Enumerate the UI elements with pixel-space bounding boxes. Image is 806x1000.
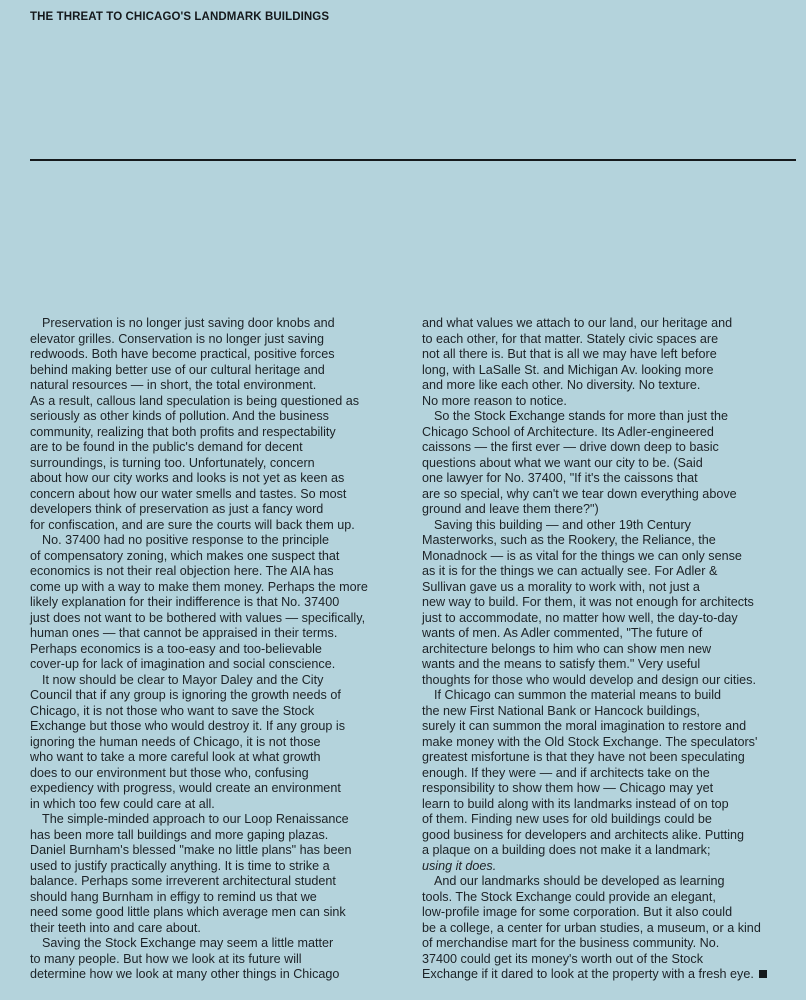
text-line: wants of men. As Adler commented, "The future of bbox=[422, 626, 703, 640]
paragraph-no-37400 bbox=[30, 533, 400, 673]
article-column-left bbox=[30, 316, 400, 983]
paragraph-learning-tools bbox=[422, 874, 790, 983]
text-line: to each other, for that matter. Stately civic spaces are bbox=[422, 331, 719, 346]
text-line: about how our city works and looks is not yet as keen as bbox=[30, 471, 345, 485]
text-line: The simple-minded approach to our Loop Renaissance bbox=[42, 812, 349, 826]
text-line: determine how we look at many other things in Chicago bbox=[30, 967, 340, 981]
text-line: Perhaps economics is a too-easy and too-believable bbox=[30, 641, 322, 656]
text-line: come up with a way to make them money. Perhaps the more bbox=[30, 579, 368, 594]
text-line: one lawyer for No. 37400, "If it's the caissons that bbox=[422, 471, 698, 485]
text-line: As a result, callous land speculation is being questioned as bbox=[30, 393, 360, 408]
text-line: ignoring the human needs of Chicago, it is not those bbox=[30, 734, 321, 749]
text-line: greatest misfortune is that they have not been speculating bbox=[422, 750, 745, 764]
text-line: Saving the Stock Exchange may seem a little matter bbox=[42, 936, 334, 950]
text-line: of them. Finding new uses for old buildings could be bbox=[422, 812, 712, 826]
horizontal-rule bbox=[30, 159, 796, 161]
text-line: new way to build. For them, it was not enough for architects bbox=[422, 595, 754, 609]
end-of-article-mark bbox=[759, 970, 767, 978]
text-line: human ones — that cannot be appraised in their terms. bbox=[30, 626, 338, 640]
text-line: cover-up for lack of imagination and social conscience. bbox=[30, 657, 336, 671]
paragraph-values-continued bbox=[422, 316, 790, 409]
text-line: has been more tall buildings and more gaping plazas. bbox=[30, 827, 329, 842]
paragraph-loop-renaissance bbox=[30, 812, 400, 936]
text-line-final bbox=[422, 967, 790, 983]
text-line: Exchange but those who would destroy it. If any group is bbox=[30, 719, 346, 733]
text-line: to many people. But how we look at its future will bbox=[30, 951, 302, 966]
text-line: of compensatory zoning, which makes one suspect that bbox=[30, 548, 340, 563]
text-line: Council that if any group is ignoring the growth needs of bbox=[30, 688, 341, 702]
text-line: seriously as other kinds of pollution. And the business bbox=[30, 409, 329, 423]
text-line: elevator grilles. Conservation is no longer just saving bbox=[30, 331, 325, 346]
final-sentence: Exchange if it dared to look at the property with a fresh eye. bbox=[422, 967, 754, 981]
text-line: not all there is. But that is all we may have left before bbox=[422, 347, 717, 361]
text-line: enough. If they were — and if architects take on the bbox=[422, 765, 710, 780]
text-line: good business for developers and architects alike. Putting bbox=[422, 827, 745, 842]
text-line: expediency with progress, would create an environment bbox=[30, 781, 341, 795]
text-line: Chicago School of Architecture. Its Adler-engineered bbox=[422, 424, 714, 439]
text-line: architecture belongs to him who can show men new bbox=[422, 641, 712, 656]
text-line: Preservation is no longer just saving door knobs and bbox=[42, 316, 335, 330]
text-line: surely it can summon the moral imagination to restore and bbox=[422, 719, 747, 733]
text-line: ground and leave them there?") bbox=[422, 502, 599, 516]
text-line: And our landmarks should be developed as learning bbox=[434, 874, 725, 888]
text-line: are so special, why can't we tear down everything above bbox=[422, 486, 737, 501]
text-line: just to accommodate, no matter how well, the day-to-day bbox=[422, 610, 738, 625]
text-line: for confiscation, and are sure the courts will back them up. bbox=[30, 517, 355, 532]
text-line: likely explanation for their indifference is that No. 37400 bbox=[30, 595, 340, 609]
text-line: using it does. bbox=[422, 858, 497, 873]
text-line: should hang Burnham in effigy to remind us that we bbox=[30, 889, 317, 904]
text-line: Daniel Burnham's blessed "make no little plans" has been bbox=[30, 843, 352, 857]
text-line: are to be found in the public's demand for decent bbox=[30, 440, 303, 454]
text-line: If Chicago can summon the material means to build bbox=[434, 688, 721, 702]
text-line: does to our environment but those who, confusing bbox=[30, 765, 309, 780]
paragraph-masterworks bbox=[422, 518, 790, 689]
text-line: wants and the means to satisfy them." Very useful bbox=[422, 657, 701, 671]
text-line: community, realizing that both profits and respectability bbox=[30, 424, 336, 439]
text-line: need some good little plans which average men can sink bbox=[30, 905, 346, 919]
paragraph-moral-imagination bbox=[422, 688, 790, 874]
text-line: surroundings, is turning too. Unfortunately, concern bbox=[30, 455, 315, 470]
text-line: long, with LaSalle St. and Michigan Av. looking more bbox=[422, 362, 714, 377]
text-line: concern about how our water smells and tastes. So most bbox=[30, 486, 347, 501]
text-line: So the Stock Exchange stands for more than just the bbox=[434, 409, 729, 423]
text-line: Monadnock — is as vital for the things we can only sense bbox=[422, 548, 742, 563]
article-column-right bbox=[422, 316, 790, 983]
text-line: as it is for the things we can actually see. For Adler & bbox=[422, 564, 718, 578]
text-line: the new First National Bank or Hancock buildings, bbox=[422, 703, 700, 718]
text-line: used to justify practically anything. It is time to strike a bbox=[30, 858, 330, 873]
text-line: No. 37400 had no positive response to the principle bbox=[42, 533, 330, 547]
text-line: a plaque on a building does not make it a landmark; bbox=[422, 843, 711, 857]
text-line: It now should be clear to Mayor Daley and the City bbox=[42, 672, 324, 687]
text-line: and what values we attach to our land, our heritage and bbox=[422, 316, 733, 330]
text-line: in which too few could care at all. bbox=[30, 796, 215, 811]
text-line: be a college, a center for urban studies, a museum, or a kind bbox=[422, 920, 761, 935]
text-line: tools. The Stock Exchange could provide an elegant, bbox=[422, 889, 716, 904]
text-line: Saving this building — and other 19th Century bbox=[434, 517, 691, 532]
text-line: of merchandise mart for the business community. No. bbox=[422, 936, 720, 950]
text-line: behind making better use of our cultural heritage and bbox=[30, 362, 325, 377]
paragraph-saving-stock-exchange bbox=[30, 936, 400, 983]
text-line: their teeth into and care about. bbox=[30, 920, 201, 935]
text-line: Chicago, it is not those who want to save the Stock bbox=[30, 703, 315, 718]
text-line: economics is not their real objection here. The AIA has bbox=[30, 564, 334, 578]
text-line: thoughts for those who would develop and design our cities. bbox=[422, 672, 756, 687]
text-line: natural resources — in short, the total environment. bbox=[30, 378, 317, 392]
text-line: caissons — the first ever — drive down deep to basic bbox=[422, 440, 719, 454]
text-line: and more like each other. No diversity. No texture. bbox=[422, 378, 701, 392]
text-line: low-profile image for some corporation. But it also could bbox=[422, 905, 733, 919]
text-line: balance. Perhaps some irreverent architectural student bbox=[30, 874, 336, 888]
text-line: responsibility to show them how — Chicago may yet bbox=[422, 781, 714, 795]
paragraph-chicago-school bbox=[422, 409, 790, 518]
page-header-title: THE THREAT TO CHICAGO'S LANDMARK BUILDINGS bbox=[30, 11, 330, 23]
text-line: make money with the Old Stock Exchange. The speculators' bbox=[422, 734, 758, 749]
text-line: learn to build along with its landmarks instead of on top bbox=[422, 796, 729, 811]
text-line: No more reason to notice. bbox=[422, 393, 567, 408]
text-line: developers think of preservation as just a fancy word bbox=[30, 502, 324, 516]
paragraph-preservation bbox=[30, 316, 400, 533]
text-line: Masterworks, such as the Rookery, the Reliance, the bbox=[422, 533, 716, 547]
text-line: questions about what we want our city to be. (Said bbox=[422, 455, 703, 470]
text-line: who want to take a more careful look at what growth bbox=[30, 750, 321, 764]
paragraph-mayor-daley bbox=[30, 673, 400, 813]
text-line: redwoods. Both have become practical, positive forces bbox=[30, 347, 335, 361]
text-line: Sullivan gave us a morality to work with, not just a bbox=[422, 579, 700, 594]
text-line: just does not want to be bothered with values — specifically, bbox=[30, 610, 366, 625]
text-line: 37400 could get its money's worth out of the Stock bbox=[422, 951, 704, 966]
